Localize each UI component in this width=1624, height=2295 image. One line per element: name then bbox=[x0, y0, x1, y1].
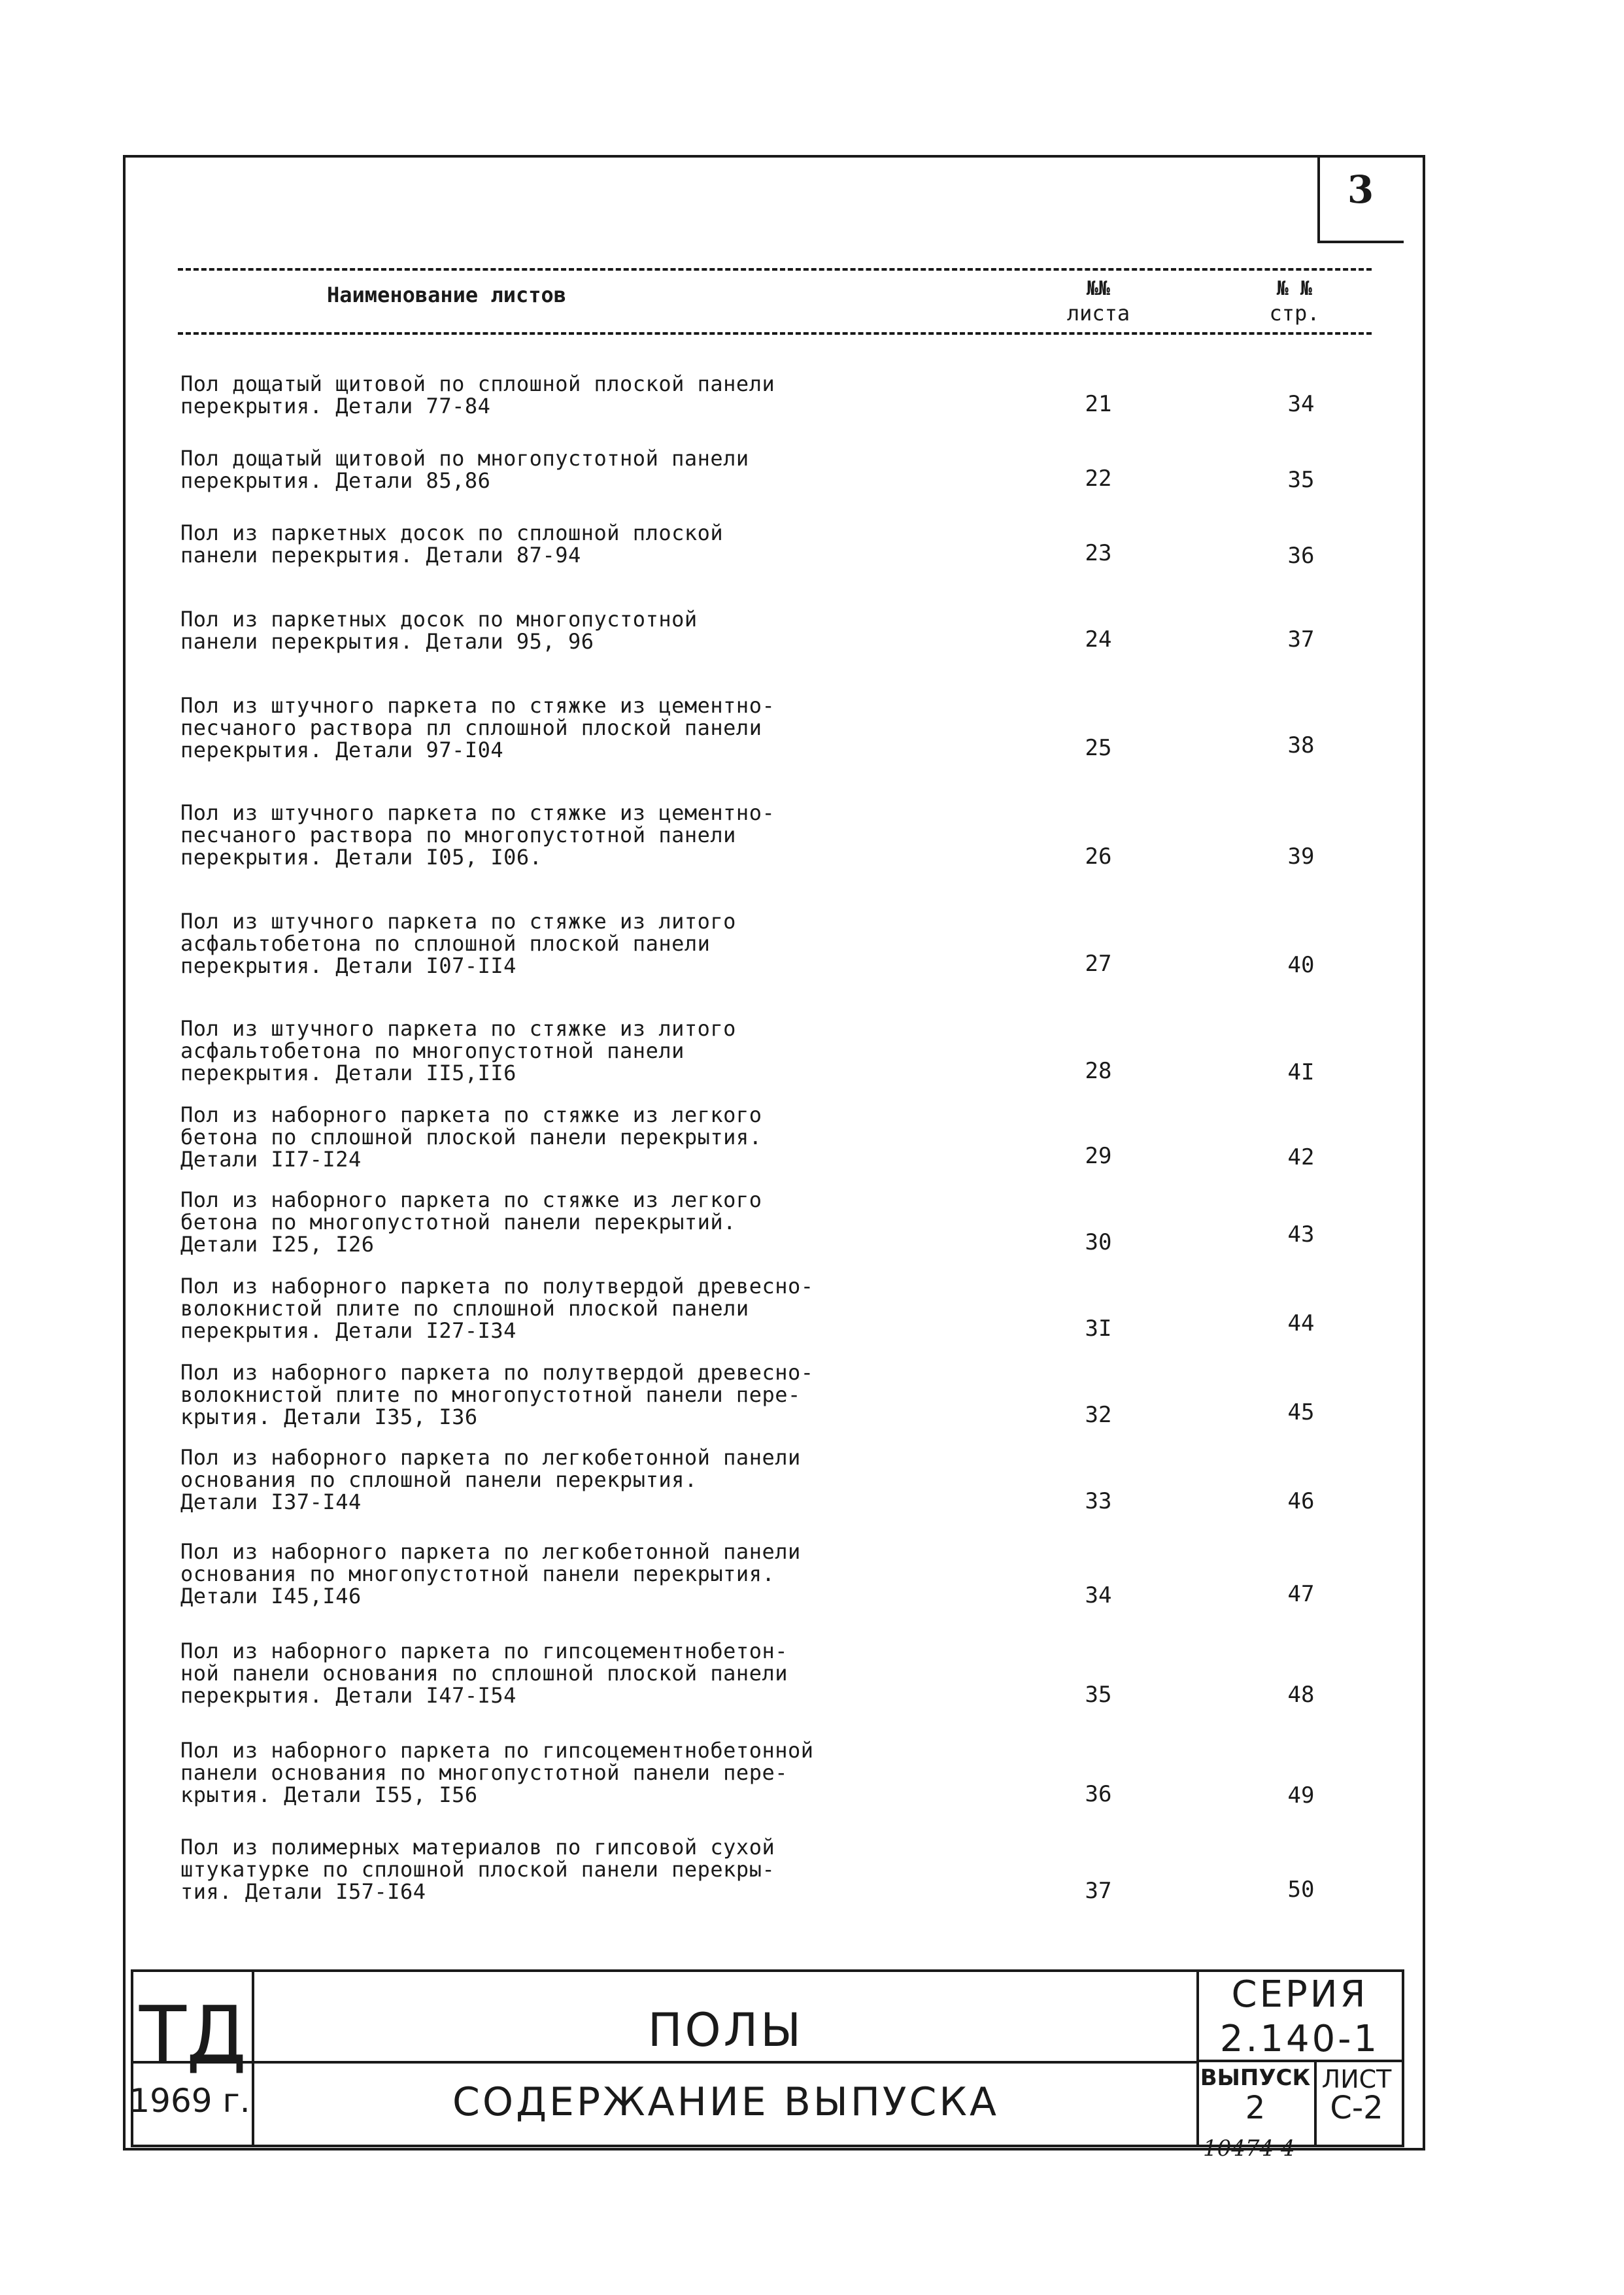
page-number: 3 bbox=[1347, 167, 1374, 212]
column-header-sheet: листа bbox=[1066, 301, 1130, 326]
entry-sheet: 22 bbox=[1085, 466, 1112, 492]
sheet-label: ЛИСТ bbox=[1321, 2065, 1392, 2094]
series-value: 2.140-1 bbox=[1219, 2018, 1380, 2060]
document-year: 1969 г. bbox=[129, 2082, 250, 2120]
entry-page: 44 bbox=[1287, 1310, 1315, 1336]
entry-sheet: 29 bbox=[1085, 1143, 1112, 1169]
entry-title: Пол из наборного паркета по гипсоцементнобетон- ной панели основания по сплошной плоской панели перекрытия. Детали I47-I54 bbox=[180, 1639, 788, 1708]
entry-page: 45 bbox=[1287, 1399, 1315, 1425]
entry-sheet: 26 bbox=[1085, 843, 1112, 870]
issue-label: ВЫПУСК bbox=[1200, 2065, 1311, 2091]
entry-page: 47 bbox=[1287, 1581, 1315, 1607]
entry-sheet: 30 bbox=[1085, 1229, 1112, 1255]
entry-sheet: 37 bbox=[1085, 1878, 1112, 1904]
entry-sheet: 27 bbox=[1085, 951, 1112, 977]
entry-title: Пол из наборного паркета по легкобетонной панели основания по сплошной панели перекрытия. Детали I37-I44 bbox=[180, 1445, 801, 1514]
entry-title: Пол из паркетных досок по сплошной плоской панели перекрытия. Детали 87-94 bbox=[180, 520, 724, 568]
handwritten-note: 10474 4 bbox=[1203, 2135, 1295, 2162]
title-block-right-line bbox=[1402, 1969, 1404, 2147]
entry-sheet: 21 bbox=[1085, 391, 1112, 417]
header-bottom-rule bbox=[178, 332, 1372, 335]
entry-title: Пол из штучного паркета по стяжке из цементно- песчаного раствора пл сплошной плоской панели перекрытия. Детали 97-I04 bbox=[180, 693, 775, 762]
entry-sheet: 32 bbox=[1085, 1402, 1112, 1428]
entry-title: Пол из полимерных материалов по гипсовой сухой штукатурке по сплошной плоской панели перекры- тия. Детали I57-I64 bbox=[180, 1835, 775, 1904]
entry-page: 34 bbox=[1287, 391, 1315, 417]
entry-page: 37 bbox=[1287, 626, 1315, 653]
entry-page: 49 bbox=[1287, 1782, 1315, 1809]
entry-page: 43 bbox=[1287, 1221, 1315, 1248]
entry-page: 40 bbox=[1287, 952, 1315, 978]
column-header-page: стр. bbox=[1269, 301, 1320, 326]
entry-title: Пол из штучного паркета по стяжке из литого асфальтобетона по сплошной плоской панели перекрытия. Детали I07-II4 bbox=[180, 909, 736, 978]
entry-sheet: 34 bbox=[1085, 1582, 1112, 1608]
entry-page: 42 bbox=[1287, 1144, 1315, 1170]
issue-value: 2 bbox=[1245, 2090, 1266, 2126]
entry-title: Пол из наборного паркета по полутвердой древесно- волокнистой плите по сплошной плоской панели перекрытия. Детали I27-I34 bbox=[180, 1274, 814, 1343]
title-block-td-divider bbox=[252, 1969, 254, 2147]
entry-page: 48 bbox=[1287, 1682, 1315, 1708]
entry-page: 50 bbox=[1287, 1877, 1315, 1903]
column-header-sheet-no: №№ bbox=[1086, 277, 1111, 300]
entry-title: Пол из наборного паркета по гипсоцементнобетонной панели основания по многопустотной панели пере- крытия. Детали I55, I56 bbox=[180, 1738, 814, 1807]
entry-sheet: 33 bbox=[1085, 1488, 1112, 1514]
entry-title: Пол из штучного паркета по стяжке из литого асфальтобетона по многопустотной панели перекрытия. Детали II5,II6 bbox=[180, 1016, 736, 1085]
document-subtitle: СОДЕРЖАНИЕ ВЫПУСКА bbox=[452, 2079, 1000, 2125]
entry-sheet: 36 bbox=[1085, 1781, 1112, 1807]
header-top-rule bbox=[178, 268, 1372, 271]
td-mark: ТД bbox=[139, 1989, 247, 2079]
entry-page: 39 bbox=[1287, 843, 1315, 870]
entry-page: 46 bbox=[1287, 1488, 1315, 1514]
entry-title: Пол из наборного паркета по стяжке из легкого бетона по многопустотной панели перекрытий. Детали I25, I26 bbox=[180, 1187, 762, 1257]
document-title: ПОЛЫ bbox=[647, 2003, 804, 2057]
entry-sheet: 24 bbox=[1085, 626, 1112, 653]
entry-title: Пол из паркетных досок по многопустотной панели перекрытия. Детали 95, 96 bbox=[180, 607, 698, 654]
entry-page: 35 bbox=[1287, 467, 1315, 493]
entry-page: 36 bbox=[1287, 543, 1315, 569]
entry-page: 38 bbox=[1287, 732, 1315, 758]
entry-title: Пол из наборного паркета по стяжке из легкого бетона по сплошной плоской панели перекрытия. Детали II7-I24 bbox=[180, 1102, 762, 1172]
entry-title: Пол из наборного паркета по полутвердой древесно- волокнистой плите по многопустотной панели пере- крытия. Детали I35, I36 bbox=[180, 1360, 814, 1429]
entry-sheet: 35 bbox=[1085, 1682, 1112, 1708]
entry-sheet: 23 bbox=[1085, 540, 1112, 566]
entry-title: Пол дощатый щитовой по многопустотной панели перекрытия. Детали 85,86 bbox=[180, 446, 749, 493]
entry-page: 4I bbox=[1287, 1059, 1315, 1085]
entry-sheet: 25 bbox=[1085, 735, 1112, 761]
title-block-left-line bbox=[131, 1969, 133, 2147]
title-block-middle-line bbox=[131, 2061, 1196, 2064]
title-block-top-line bbox=[131, 1969, 1404, 1972]
entry-title: Пол из штучного паркета по стяжке из цементно- песчаного раствора по многопустотной панели перекрытия. Детали I05, I06. bbox=[180, 800, 775, 870]
entry-sheet: 3I bbox=[1085, 1316, 1112, 1342]
column-header-page-no: № № bbox=[1276, 277, 1313, 300]
entry-title: Пол из наборного паркета по легкобетонной панели основания по многопустотной панели перекрытия. Детали I45,I46 bbox=[180, 1539, 801, 1608]
entry-sheet: 28 bbox=[1085, 1058, 1112, 1084]
series-label: СЕРИЯ bbox=[1231, 1973, 1368, 2016]
entry-title: Пол дощатый щитовой по сплошной плоской панели перекрытия. Детали 77-84 bbox=[180, 371, 775, 418]
sheet-value: С-2 bbox=[1330, 2090, 1383, 2126]
column-header-name: Наименование листов bbox=[327, 282, 567, 307]
